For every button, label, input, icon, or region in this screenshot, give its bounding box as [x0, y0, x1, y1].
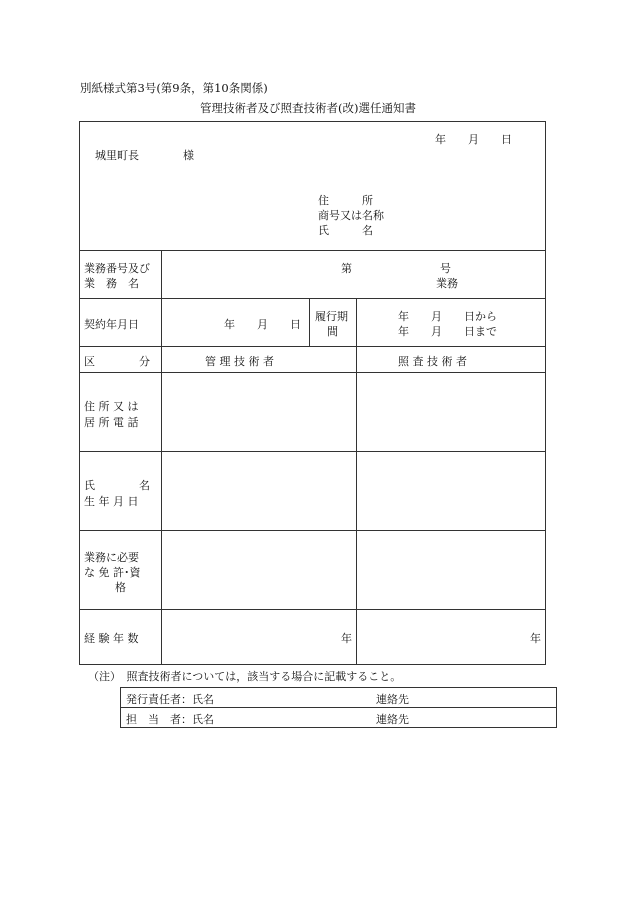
row-divider — [79, 451, 546, 452]
business-number-label: 業務番号及び — [84, 262, 150, 275]
name-label: 氏 名 — [318, 224, 373, 237]
row-divider — [79, 372, 546, 373]
address-label: 住 所 — [318, 194, 373, 207]
column-divider — [356, 298, 357, 346]
recipient-label: 城里町長 様 — [95, 149, 194, 162]
row-divider — [79, 530, 546, 531]
row-divider — [79, 346, 546, 347]
business-name-field[interactable]: 業務 — [436, 277, 458, 290]
experience-label: 経 験 年 数 — [84, 632, 139, 645]
column-divider — [356, 346, 357, 665]
company-name-label: 商号又は名称 — [318, 209, 384, 222]
contract-date-field[interactable]: 年 月 日 — [224, 318, 301, 331]
row-divider — [79, 250, 546, 251]
address-phone-label: 住 所 又 は — [84, 400, 139, 413]
person-label: 担 当 者：氏名 — [126, 713, 214, 726]
period-label: 履行期 — [315, 310, 348, 323]
form-table — [79, 121, 546, 665]
license-label-2: な 免 許･資 — [84, 566, 141, 579]
note-text: （注） 照査技術者については，該当する場合に記載すること。 — [88, 670, 402, 683]
row-divider — [79, 609, 546, 610]
manager-header: 管 理 技 術 者 — [205, 355, 274, 368]
category-label: 区 分 — [84, 355, 150, 368]
date-field[interactable]: 年 月 日 — [435, 133, 512, 146]
business-number-field[interactable]: 第 号 — [341, 262, 451, 275]
period-to-field[interactable]: 年 月 日まで — [398, 325, 497, 338]
issuer-label: 発行責任者：氏名 — [126, 693, 214, 706]
name-birth-label-2: 生 年 月 日 — [84, 495, 139, 508]
column-divider — [161, 250, 162, 665]
business-name-label: 業 務 名 — [84, 277, 139, 290]
contact-divider — [120, 707, 557, 708]
checker-years-unit: 年 — [530, 632, 541, 645]
license-label-3: 格 — [115, 581, 126, 594]
form-reference: 別紙様式第3号(第9条，第10条関係) — [80, 81, 268, 95]
issuer-contact-label: 連絡先 — [376, 693, 409, 706]
name-birth-label: 氏 名 — [84, 479, 150, 492]
address-phone-label-2: 居 所 電 話 — [84, 416, 139, 429]
contract-date-label: 契約年月日 — [84, 318, 139, 331]
license-label: 業務に必要 — [84, 551, 139, 564]
row-divider — [79, 298, 546, 299]
manager-years-unit: 年 — [341, 632, 352, 645]
period-from-field[interactable]: 年 月 日から — [398, 310, 497, 323]
column-divider — [309, 298, 310, 346]
document-title: 管理技術者及び照査技術者(改)選任通知書 — [200, 101, 416, 115]
checker-header: 照 査 技 術 者 — [398, 355, 467, 368]
period-label-2: 間 — [327, 325, 338, 338]
person-contact-label: 連絡先 — [376, 713, 409, 726]
